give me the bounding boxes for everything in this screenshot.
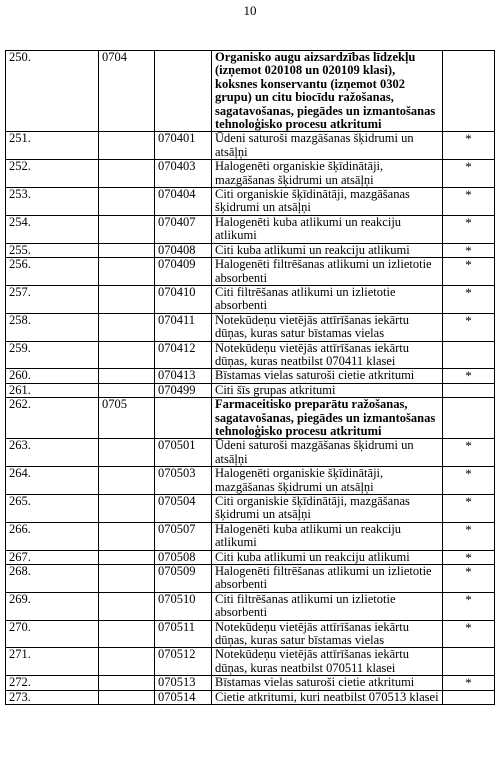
table-row bbox=[6, 285, 495, 313]
hazardous-mark: * bbox=[443, 592, 495, 620]
row-number: 272. bbox=[6, 676, 99, 690]
row-number: 269. bbox=[6, 592, 99, 620]
group-code bbox=[99, 188, 155, 216]
waste-code: 070409 bbox=[155, 258, 212, 286]
waste-code: 070403 bbox=[155, 160, 212, 188]
row-number: 255. bbox=[6, 243, 99, 257]
group-code bbox=[99, 592, 155, 620]
waste-code: 070413 bbox=[155, 369, 212, 383]
row-number: 261. bbox=[6, 383, 99, 397]
waste-description: Halogenēti organiskie šķīdinātāji, mazgāšanas šķidrumi un atsāļņi bbox=[212, 160, 443, 188]
waste-code bbox=[155, 51, 212, 132]
table-row bbox=[6, 369, 495, 383]
row-number: 268. bbox=[6, 565, 99, 593]
group-code bbox=[99, 132, 155, 160]
hazardous-mark: * bbox=[443, 188, 495, 216]
row-number: 254. bbox=[6, 215, 99, 243]
group-code: 0704 bbox=[99, 51, 155, 132]
waste-description: Halogenēti kuba atlikumi un reakciju atlikumi bbox=[212, 215, 443, 243]
group-code bbox=[99, 383, 155, 397]
hazardous-mark: * bbox=[443, 550, 495, 564]
row-number: 264. bbox=[6, 467, 99, 495]
table-row bbox=[6, 341, 495, 369]
table-row bbox=[6, 565, 495, 593]
hazardous-mark: * bbox=[443, 620, 495, 648]
group-code: 0705 bbox=[99, 398, 155, 439]
row-number: 265. bbox=[6, 495, 99, 523]
hazardous-mark: * bbox=[443, 285, 495, 313]
hazardous-mark: * bbox=[443, 369, 495, 383]
waste-description: Cietie atkritumi, kuri neatbilst 070513 klasei bbox=[212, 690, 443, 704]
hazardous-mark: * bbox=[443, 495, 495, 523]
hazardous-mark: * bbox=[443, 313, 495, 341]
hazardous-mark: * bbox=[443, 132, 495, 160]
table-row bbox=[6, 243, 495, 257]
group-code bbox=[99, 369, 155, 383]
table-body bbox=[6, 51, 495, 705]
group-code bbox=[99, 676, 155, 690]
waste-description: Bīstamas vielas saturoši cietie atkritumi bbox=[212, 369, 443, 383]
row-number: 271. bbox=[6, 648, 99, 676]
table-row bbox=[6, 313, 495, 341]
group-code bbox=[99, 495, 155, 523]
waste-description: Farmaceitisko preparātu ražošanas, sagatavošanas, piegādes un izmantošanas tehnoloģisko procesu atkritumi bbox=[212, 398, 443, 439]
row-number: 256. bbox=[6, 258, 99, 286]
hazardous-mark bbox=[443, 383, 495, 397]
waste-code: 070511 bbox=[155, 620, 212, 648]
waste-code: 070410 bbox=[155, 285, 212, 313]
waste-code: 070408 bbox=[155, 243, 212, 257]
table-row bbox=[6, 383, 495, 397]
waste-code: 070404 bbox=[155, 188, 212, 216]
table-row bbox=[6, 676, 495, 690]
row-number: 251. bbox=[6, 132, 99, 160]
table-row bbox=[6, 648, 495, 676]
hazardous-mark: * bbox=[443, 160, 495, 188]
table-row bbox=[6, 495, 495, 523]
waste-description: Halogenēti kuba atlikumi un reakciju atlikumi bbox=[212, 522, 443, 550]
group-heading-row bbox=[6, 398, 495, 439]
hazardous-mark: * bbox=[443, 439, 495, 467]
hazardous-mark bbox=[443, 690, 495, 704]
hazardous-mark: * bbox=[443, 676, 495, 690]
group-code bbox=[99, 215, 155, 243]
group-code bbox=[99, 522, 155, 550]
waste-code: 070509 bbox=[155, 565, 212, 593]
hazardous-mark: * bbox=[443, 243, 495, 257]
waste-description: Bīstamas vielas saturoši cietie atkritumi bbox=[212, 676, 443, 690]
waste-description: Notekūdeņu vietējās attīrīšanas iekārtu dūņas, kuras satur bīstamas vielas bbox=[212, 313, 443, 341]
table-row bbox=[6, 160, 495, 188]
hazardous-mark: * bbox=[443, 258, 495, 286]
hazardous-mark: * bbox=[443, 522, 495, 550]
table-row bbox=[6, 592, 495, 620]
waste-code: 070504 bbox=[155, 495, 212, 523]
hazardous-mark: * bbox=[443, 565, 495, 593]
waste-code bbox=[155, 398, 212, 439]
group-code bbox=[99, 648, 155, 676]
group-code bbox=[99, 439, 155, 467]
group-code bbox=[99, 313, 155, 341]
hazardous-mark bbox=[443, 51, 495, 132]
waste-description: Ūdeni saturoši mazgāšanas šķidrumi un atsāļņi bbox=[212, 132, 443, 160]
group-heading-row bbox=[6, 51, 495, 132]
waste-description: Citi filtrēšanas atlikumi un izlietotie absorbenti bbox=[212, 285, 443, 313]
group-code bbox=[99, 341, 155, 369]
waste-classification-table bbox=[5, 50, 495, 705]
waste-description: Citi kuba atlikumi un reakciju atlikumi bbox=[212, 243, 443, 257]
row-number: 262. bbox=[6, 398, 99, 439]
row-number: 259. bbox=[6, 341, 99, 369]
waste-description: Organisko augu aizsardzības līdzekļu (izņemot 020108 un 020109 klasi), koksnes konservantu (izņemot 0302 grupu) un citu biocīdu ražošanas, sagatavošanas, piegādes un izmantošanas tehnoloģisko procesu atkritumi bbox=[212, 51, 443, 132]
row-number: 253. bbox=[6, 188, 99, 216]
waste-code: 070510 bbox=[155, 592, 212, 620]
waste-description: Citi filtrēšanas atlikumi un izlietotie absorbenti bbox=[212, 592, 443, 620]
waste-code: 070507 bbox=[155, 522, 212, 550]
waste-code: 070401 bbox=[155, 132, 212, 160]
waste-description: Notekūdeņu vietējās attīrīšanas iekārtu dūņas, kuras neatbilst 070511 klasei bbox=[212, 648, 443, 676]
waste-description: Notekūdeņu vietējās attīrīšanas iekārtu dūņas, kuras satur bīstamas vielas bbox=[212, 620, 443, 648]
group-code bbox=[99, 620, 155, 648]
row-number: 258. bbox=[6, 313, 99, 341]
row-number: 263. bbox=[6, 439, 99, 467]
waste-description: Halogenēti organiskie šķīdinātāji, mazgāšanas šķidrumi un atsāļņi bbox=[212, 467, 443, 495]
waste-code: 070501 bbox=[155, 439, 212, 467]
table-row bbox=[6, 215, 495, 243]
row-number: 257. bbox=[6, 285, 99, 313]
waste-code: 070411 bbox=[155, 313, 212, 341]
waste-description: Citi šīs grupas atkritumi bbox=[212, 383, 443, 397]
group-code bbox=[99, 258, 155, 286]
group-code bbox=[99, 550, 155, 564]
hazardous-mark bbox=[443, 341, 495, 369]
table-row bbox=[6, 620, 495, 648]
waste-code: 070407 bbox=[155, 215, 212, 243]
group-code bbox=[99, 565, 155, 593]
hazardous-mark: * bbox=[443, 215, 495, 243]
row-number: 267. bbox=[6, 550, 99, 564]
waste-code: 070514 bbox=[155, 690, 212, 704]
waste-code: 070503 bbox=[155, 467, 212, 495]
waste-code: 070513 bbox=[155, 676, 212, 690]
group-code bbox=[99, 467, 155, 495]
hazardous-mark bbox=[443, 398, 495, 439]
group-code bbox=[99, 243, 155, 257]
hazardous-mark: * bbox=[443, 467, 495, 495]
table-row bbox=[6, 690, 495, 704]
waste-description: Halogenēti filtrēšanas atlikumi un izlietotie absorbenti bbox=[212, 565, 443, 593]
waste-code: 070512 bbox=[155, 648, 212, 676]
waste-description: Notekūdeņu vietējās attīrīšanas iekārtu dūņas, kuras neatbilst 070411 klasei bbox=[212, 341, 443, 369]
page-number: 10 bbox=[243, 3, 257, 18]
table-row bbox=[6, 467, 495, 495]
group-code bbox=[99, 160, 155, 188]
table-row bbox=[6, 439, 495, 467]
group-code bbox=[99, 690, 155, 704]
table-row bbox=[6, 188, 495, 216]
waste-code: 070499 bbox=[155, 383, 212, 397]
table-row bbox=[6, 132, 495, 160]
waste-code: 070508 bbox=[155, 550, 212, 564]
waste-description: Citi organiskie šķīdinātāji, mazgāšanas šķidrumi un atsāļņi bbox=[212, 495, 443, 523]
group-code bbox=[99, 285, 155, 313]
waste-description: Halogenēti filtrēšanas atlikumi un izlietotie absorbenti bbox=[212, 258, 443, 286]
row-number: 266. bbox=[6, 522, 99, 550]
hazardous-mark bbox=[443, 648, 495, 676]
row-number: 270. bbox=[6, 620, 99, 648]
waste-description: Ūdeni saturoši mazgāšanas šķidrumi un atsāļņi bbox=[212, 439, 443, 467]
row-number: 250. bbox=[6, 51, 99, 132]
row-number: 252. bbox=[6, 160, 99, 188]
row-number: 260. bbox=[6, 369, 99, 383]
waste-description: Citi kuba atlikumi un reakciju atlikumi bbox=[212, 550, 443, 564]
waste-description: Citi organiskie šķīdinātāji, mazgāšanas šķidrumi un atsāļņi bbox=[212, 188, 443, 216]
table-row bbox=[6, 258, 495, 286]
waste-code: 070412 bbox=[155, 341, 212, 369]
table-row bbox=[6, 522, 495, 550]
row-number: 273. bbox=[6, 690, 99, 704]
table-row bbox=[6, 550, 495, 564]
